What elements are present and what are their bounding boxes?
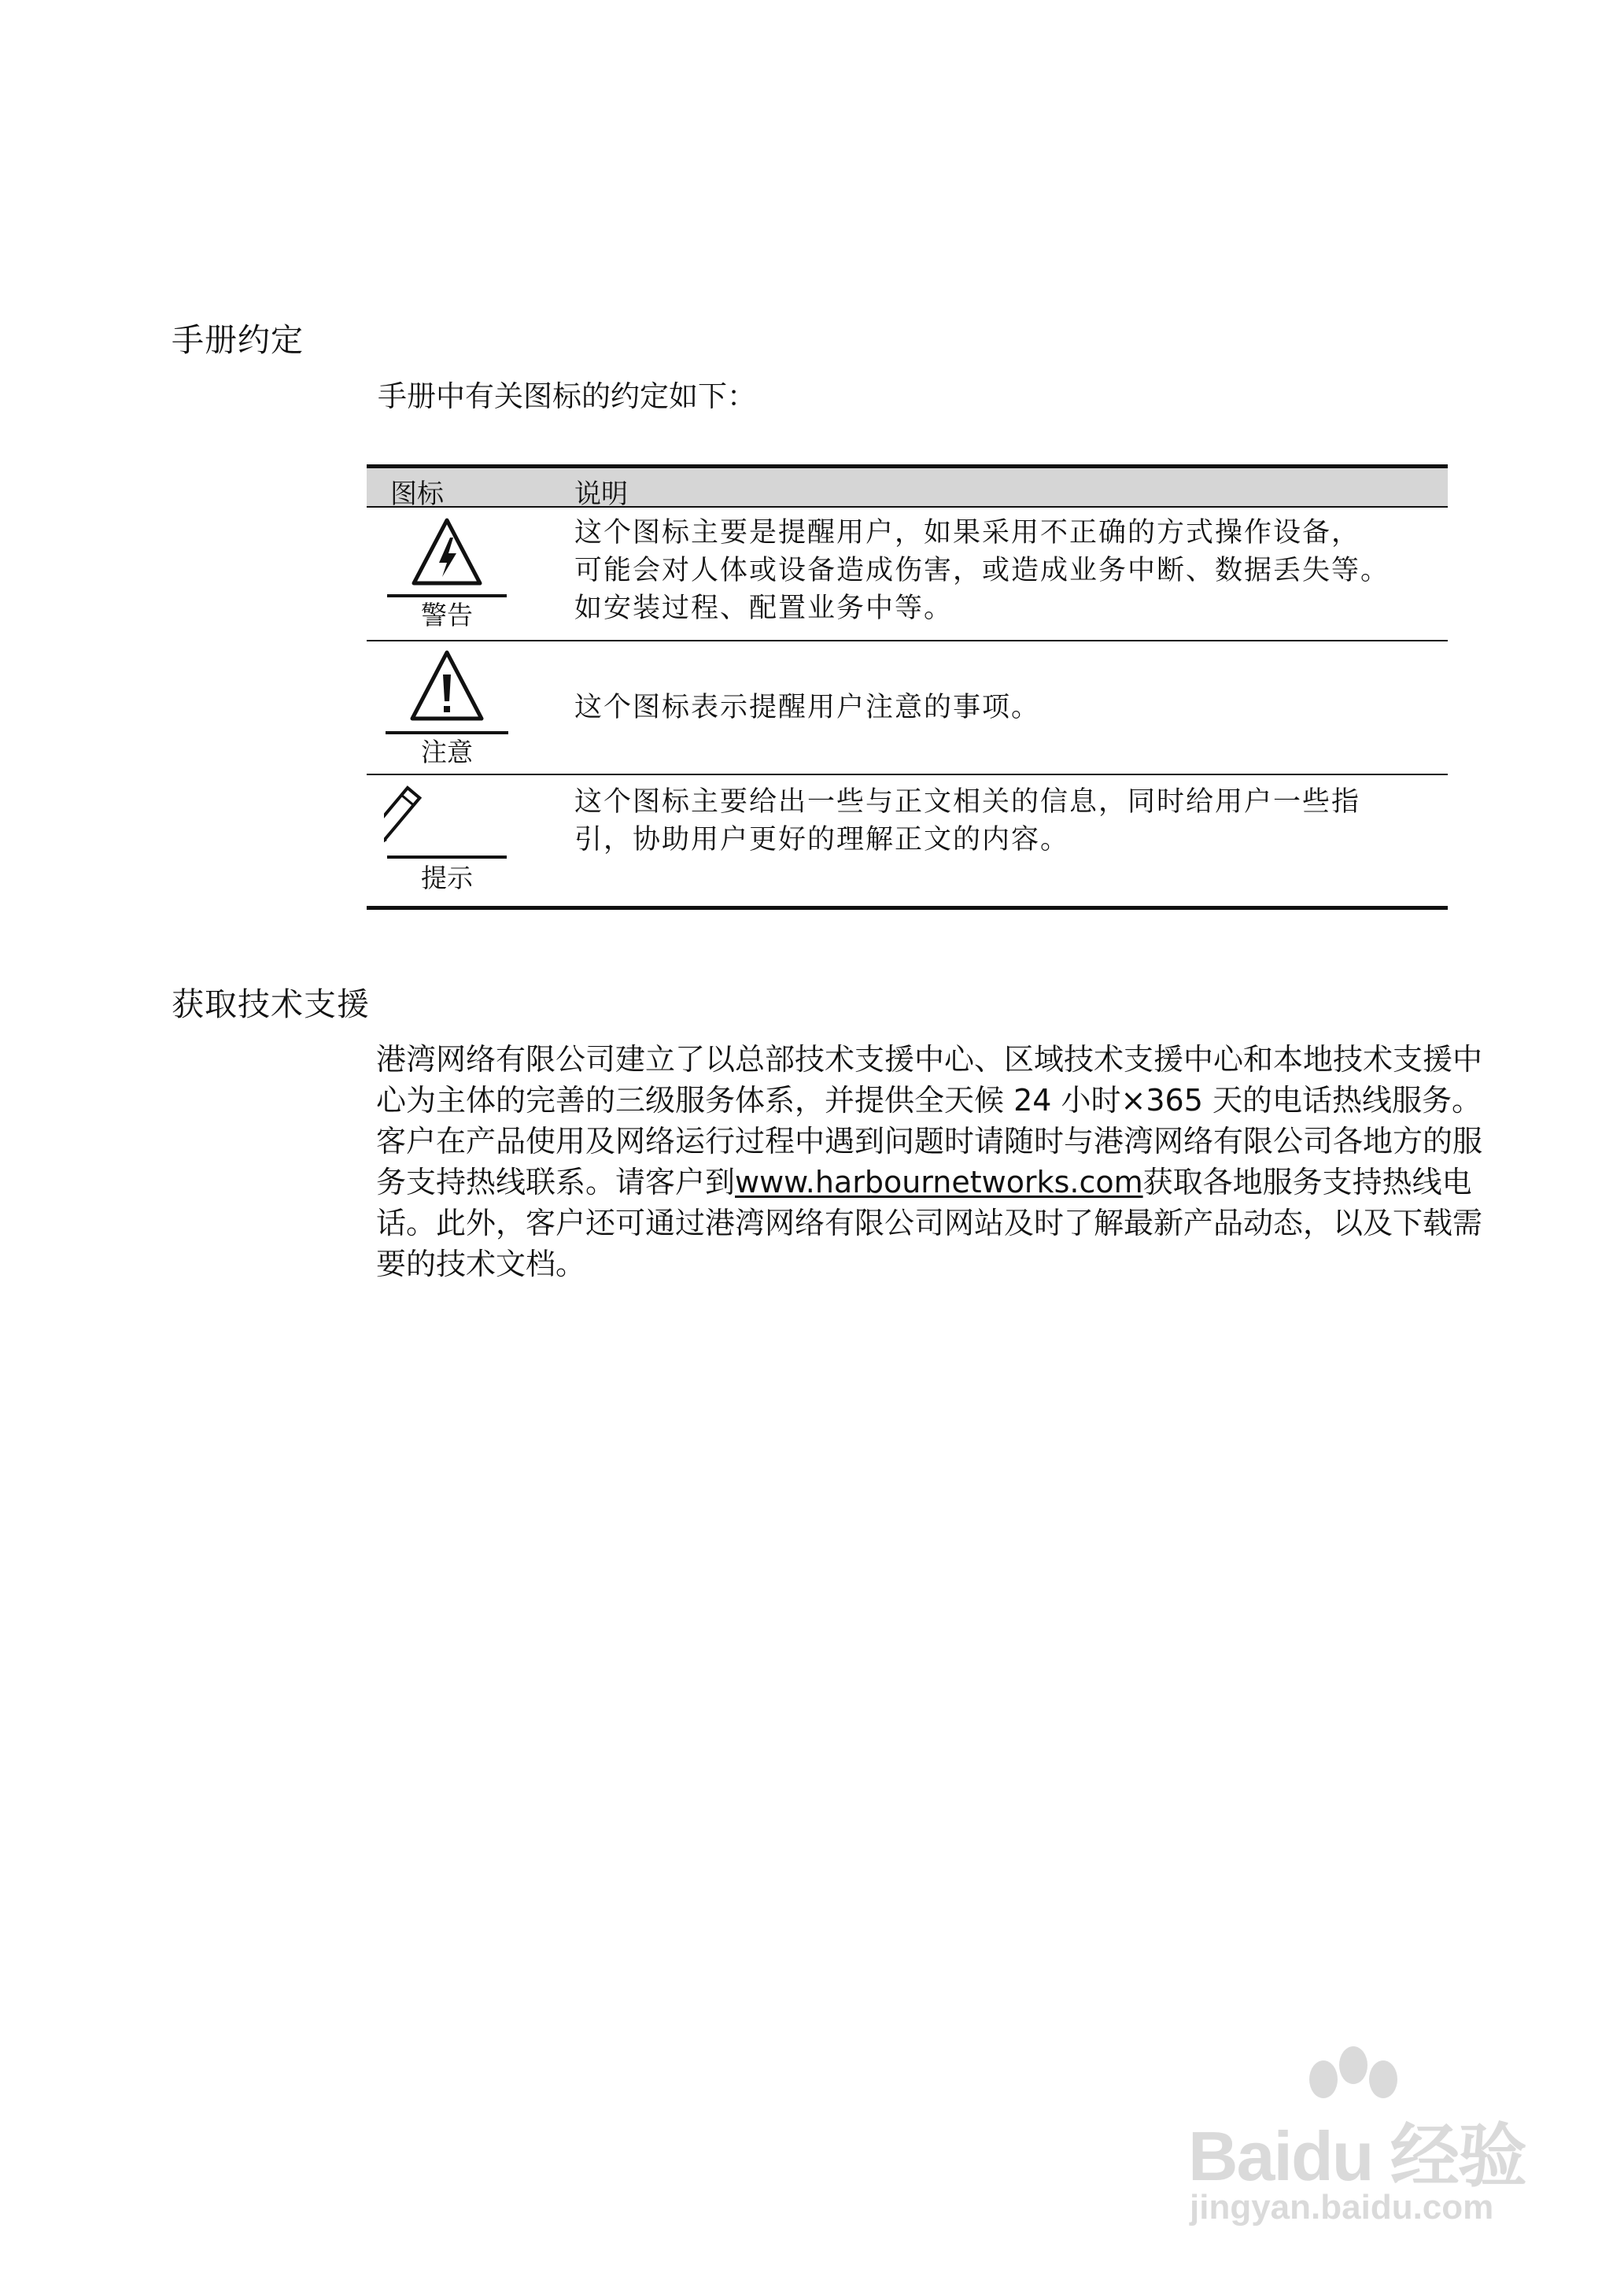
watermark-url: jingyan.baidu.com: [1190, 2188, 1494, 2227]
support-paragraph: [376, 1039, 1501, 1284]
warning-description-line-3: 如安装过程、配置业务中等。: [574, 593, 954, 624]
header-icon-column: 图标: [390, 479, 444, 510]
icon-cell: [367, 641, 527, 774]
conventions-intro: 手册中有关图标的约定如下：: [378, 379, 756, 413]
icon-cell: [367, 775, 527, 906]
icon-conventions-table: [367, 464, 1448, 910]
harbournetworks-link[interactable]: www.harbournetworks.com: [735, 1165, 1143, 1199]
tip-description-line-1: 这个图标主要给出一些与正文相关的信息，同时给用户一些指: [574, 786, 1361, 818]
section-title-conventions: 手册约定: [172, 321, 304, 359]
baidu-watermark: [1117, 2031, 1558, 2251]
warning-description-line-2: 可能会对人体或设备造成伤害，或造成业务中断、数据丢失等。: [574, 555, 1390, 586]
caution-exclamation-icon: [384, 646, 510, 748]
watermark-main-text: Baidu 经验: [1188, 2117, 1526, 2195]
header-description-column: 说明: [574, 479, 628, 510]
table-row-tip: [367, 775, 1448, 906]
caution-label: 注意: [421, 737, 473, 767]
warning-description-line-1: 这个图标主要是提醒用户，如果采用不正确的方式操作设备，: [574, 517, 1361, 549]
caution-description-line-1: 这个图标表示提醒用户注意的事项。: [574, 692, 1041, 723]
warning-label: 警告: [421, 600, 473, 630]
support-text-before-link: 港湾网络有限公司建立了以总部技术支援中心、区域技术支援中心和本地技术支援中心为主体的完善的三级服务体系，并提供全天候 24 小时×365 天的电话热线服务。客户在产品使用及网络运行过程中遇到问题时请随时与港湾网络有限公司各地方的服务支持热线联系。请客户到: [376, 1042, 1483, 1199]
icon-cell: [367, 508, 527, 640]
table-header: [367, 468, 1448, 508]
table-row-warning: [367, 508, 1448, 641]
tip-label: 提示: [421, 863, 473, 893]
table-row-caution: [367, 641, 1448, 775]
section-title-support: 获取技术支援: [172, 985, 370, 1023]
support-text-after-link: 获取各地服务支持热线电话。此外，客户还可通过港湾网络有限公司网站及时了解最新产品动态，以及下载需要的技术文档。: [376, 1165, 1483, 1281]
tip-description-line-2: 引，协助用户更好的理解正文的内容。: [574, 824, 1070, 856]
